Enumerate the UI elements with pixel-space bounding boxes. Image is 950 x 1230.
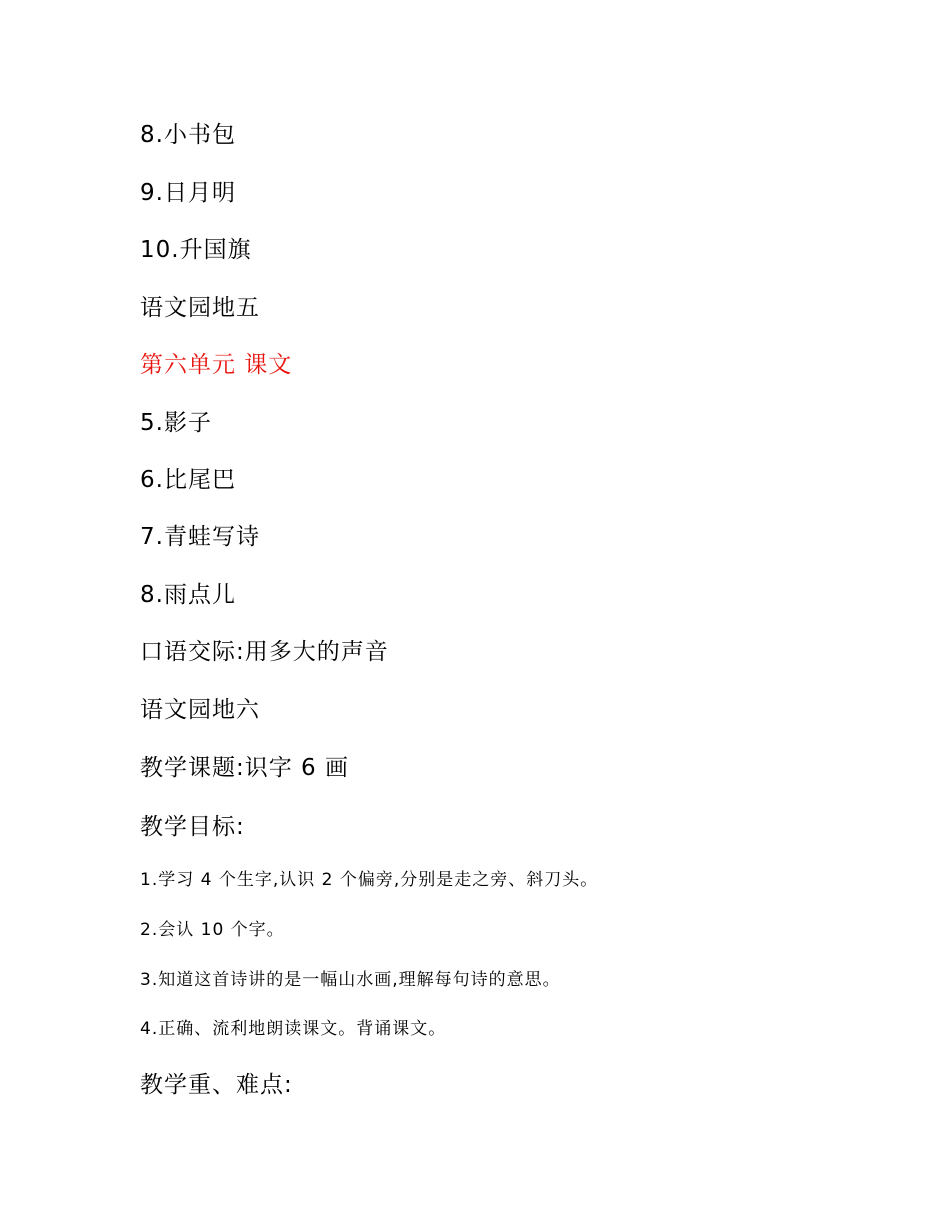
unit-heading: 第六单元 课文	[140, 352, 293, 378]
objective-item: 4.正确、流利地朗读课文。背诵课文。	[140, 1019, 447, 1039]
lesson-item: 语文园地六	[140, 697, 260, 723]
objectives-heading: 教学目标:	[140, 814, 245, 840]
objective-item: 1.学习 4 个生字,认识 2 个偏旁,分别是走之旁、斜刀头。	[140, 870, 599, 890]
objective-item: 3.知道这首诗讲的是一幅山水画,理解每句诗的意思。	[140, 970, 561, 990]
lesson-item: 8.小书包	[140, 122, 236, 148]
key-points-heading: 教学重、难点:	[140, 1072, 293, 1098]
objective-item: 2.会认 10 个字。	[140, 920, 285, 940]
lesson-item: 5.影子	[140, 410, 212, 436]
lesson-topic: 教学课题:识字 6 画	[140, 755, 350, 781]
lesson-item: 7.青蛙写诗	[140, 524, 260, 550]
lesson-item: 口语交际:用多大的声音	[140, 639, 389, 665]
lesson-item: 6.比尾巴	[140, 467, 236, 493]
lesson-item: 语文园地五	[140, 295, 260, 321]
lesson-item: 10.升国旗	[140, 237, 252, 263]
lesson-item: 8.雨点儿	[140, 582, 236, 608]
lesson-item: 9.日月明	[140, 180, 236, 206]
